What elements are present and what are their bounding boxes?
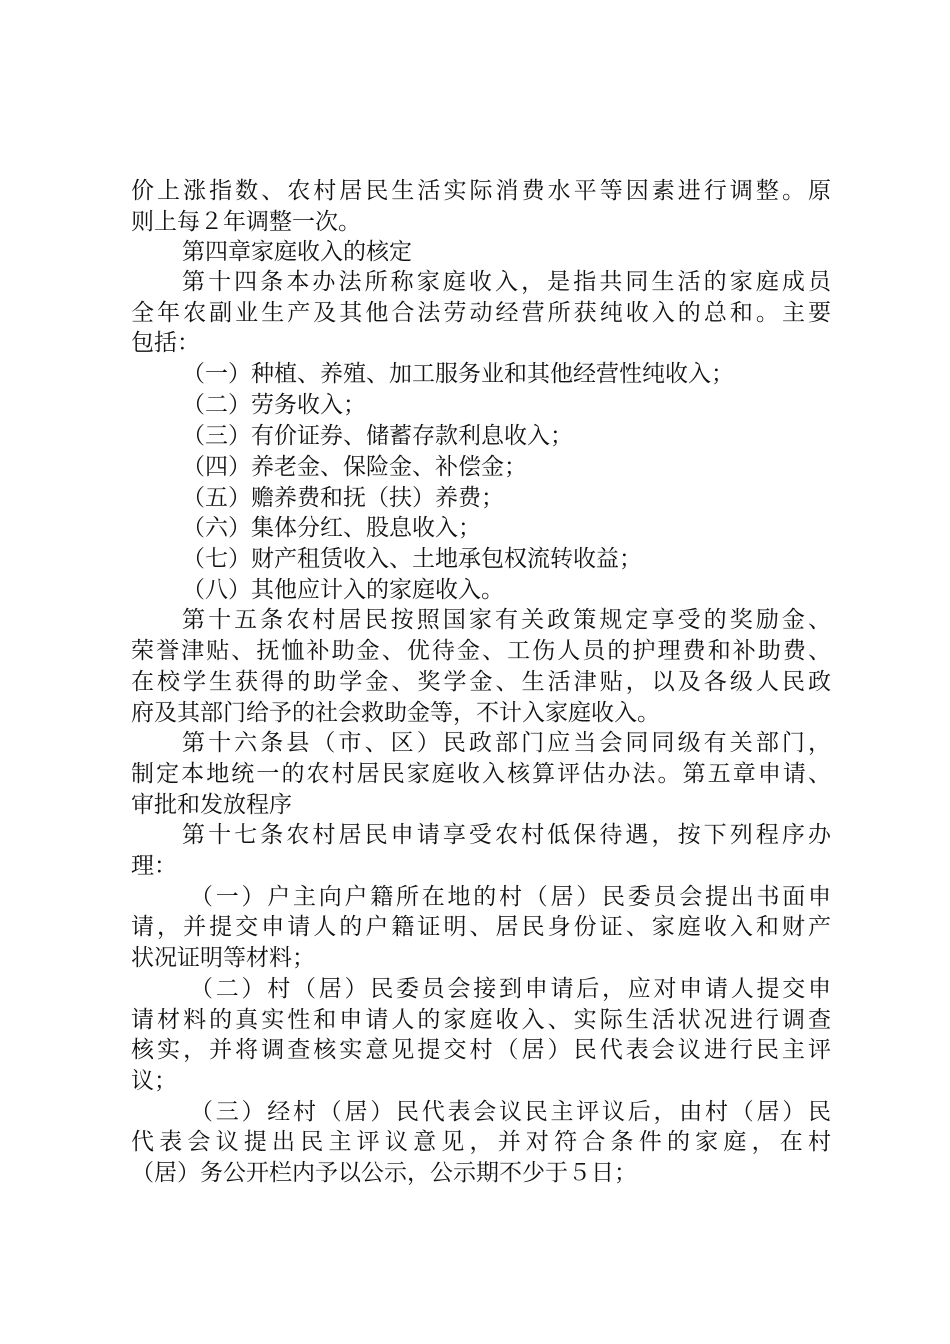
text-line: 府及其部门给予的社会救助金等，不计入家庭收入。 — [131, 700, 660, 726]
list-item: （四）养老金、保险金、补偿金； — [182, 454, 527, 480]
text-line: 请，并提交申请人的户籍证明、居民身份证、家庭收入和财产 — [131, 914, 831, 940]
list-item: （三）有价证券、储蓄存款利息收入； — [182, 423, 573, 449]
text-line: 审批和发放程序 — [131, 792, 292, 818]
text-line: （居）务公开栏内予以公示，公示期不少于５日； — [131, 1160, 637, 1186]
text-line: 核实，并将调查核实意见提交村（居）民代表会议进行民主评 — [131, 1037, 831, 1063]
list-item: （二）劳务收入； — [182, 392, 366, 418]
text-line: 第十四条本办法所称家庭收入，是指共同生活的家庭成员 — [182, 269, 831, 295]
text-line: 在校学生获得的助学金、奖学金、生活津贴，以及各级人民政 — [131, 669, 831, 695]
text-line: 代表会议提出民主评议意见，并对符合条件的家庭，在村 — [131, 1129, 831, 1155]
text-line: 价上涨指数、农村居民生活实际消费水平等因素进行调整。原 — [131, 178, 831, 204]
list-item: （一）户主向户籍所在地的村（居）民委员会提出书面申 — [190, 884, 831, 910]
text-line: 请材料的真实性和申请人的家庭收入、实际生活状况进行调查 — [131, 1007, 831, 1033]
list-item: （六）集体分红、股息收入； — [182, 515, 481, 541]
list-item: （二）村（居）民委员会接到申请后，应对申请人提交申 — [190, 976, 831, 1002]
list-item: （一）种植、养殖、加工服务业和其他经营性纯收入； — [182, 361, 734, 387]
text-line: 第十六条县（市、区）民政部门应当会同同级有关部门， — [182, 730, 831, 756]
text-line: 第十五条农村居民按照国家有关政策规定享受的奖励金、 — [182, 607, 831, 633]
text-line: 荣誉津贴、抚恤补助金、优待金、工伤人员的护理费和补助费、 — [131, 638, 831, 664]
list-item: （七）财产租赁收入、土地承包权流转收益； — [182, 546, 642, 572]
text-line: 理： — [131, 853, 177, 879]
chapter-heading: 第四章家庭收入的核定 — [182, 239, 412, 265]
text-line: 制定本地统一的农村居民家庭收入核算评估办法。第五章申请、 — [131, 761, 831, 787]
list-item: （三）经村（居）民代表会议民主评议后，由村（居）民 — [190, 1099, 831, 1125]
text-line: 则上每２年调整一次。 — [131, 209, 361, 235]
list-item: （八）其他应计入的家庭收入。 — [182, 577, 504, 603]
text-line: 包括： — [131, 330, 200, 356]
text-line: 状况证明等材料； — [131, 945, 315, 971]
text-line: 第十七条农村居民申请享受农村低保待遇，按下列程序办 — [182, 822, 831, 848]
text-line: 议； — [131, 1068, 177, 1094]
text-line: 全年农副业生产及其他合法劳动经营所获纯收入的总和。主要 — [131, 300, 831, 326]
list-item: （五）赡养费和抚（扶）养费； — [182, 485, 504, 511]
